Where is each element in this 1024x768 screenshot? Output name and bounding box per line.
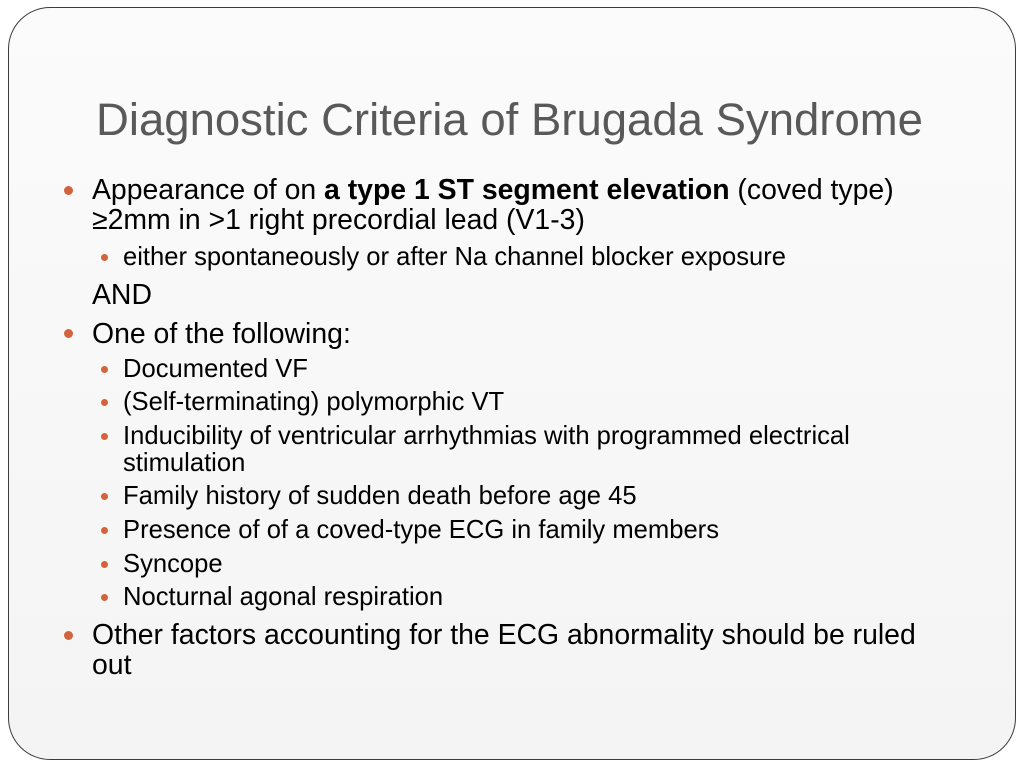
- bullet-icon: [101, 561, 108, 568]
- criterion-1-bold-text: a type 1 ST segment elevation: [324, 174, 730, 206]
- bullet-icon: [64, 186, 73, 195]
- bullet-list: [92, 175, 930, 680]
- bullet-icon: [101, 254, 108, 261]
- criterion-2-sub-item: [123, 517, 930, 544]
- sub-item-text: Syncope: [123, 549, 223, 578]
- bullet-icon: [101, 399, 108, 406]
- sub-item-text: either spontaneously or after Na channel blocker exposure: [123, 242, 786, 271]
- criterion-2: [92, 319, 930, 349]
- conjunction-and: [92, 280, 930, 310]
- criterion-2-sub-item: [123, 483, 930, 510]
- bullet-icon: [64, 329, 73, 338]
- criterion-1-text-end: (coved type) ≥2mm in >1 right precordial lead (V1-3): [92, 174, 894, 236]
- sub-item-text: Nocturnal agonal respiration: [123, 583, 444, 612]
- criterion-2-text: One of the following:: [92, 317, 351, 350]
- criterion-1: [92, 175, 930, 235]
- sub-item-text: Presence of of a coved-type ECG in family members: [123, 515, 720, 544]
- bullet-icon: [101, 493, 108, 500]
- bullet-icon: [64, 631, 73, 640]
- slide-title: Diagnostic Criteria of Brugada Syndrome: [96, 94, 923, 145]
- criterion-2-sub-item: [123, 551, 930, 578]
- criterion-2-sub-item: [123, 389, 930, 416]
- criterion-1-sub-item: [123, 244, 930, 271]
- criterion-2-sub-item: [123, 356, 930, 383]
- bullet-icon: [101, 366, 108, 373]
- criterion-3-text: Other factors accounting for the ECG abnormality should be ruled out: [92, 619, 916, 682]
- sub-item-text: Documented VF: [123, 354, 308, 383]
- sub-item-text: Family history of sudden death before age 45: [123, 482, 637, 511]
- bullet-icon: [101, 594, 108, 601]
- bullet-icon: [101, 527, 108, 534]
- criterion-3: [92, 620, 930, 680]
- criterion-2-sub-item: [123, 423, 930, 477]
- conjunction-text: AND: [92, 278, 152, 311]
- bullet-icon: [101, 433, 108, 440]
- criterion-2-sub-item: [123, 584, 930, 611]
- sub-item-text: (Self-terminating) polymorphic VT: [123, 388, 505, 417]
- criterion-1-text-start: Appearance of on: [92, 174, 325, 206]
- sub-item-text: Inducibility of ventricular arrhythmias with programmed electrical stimulation: [123, 421, 850, 477]
